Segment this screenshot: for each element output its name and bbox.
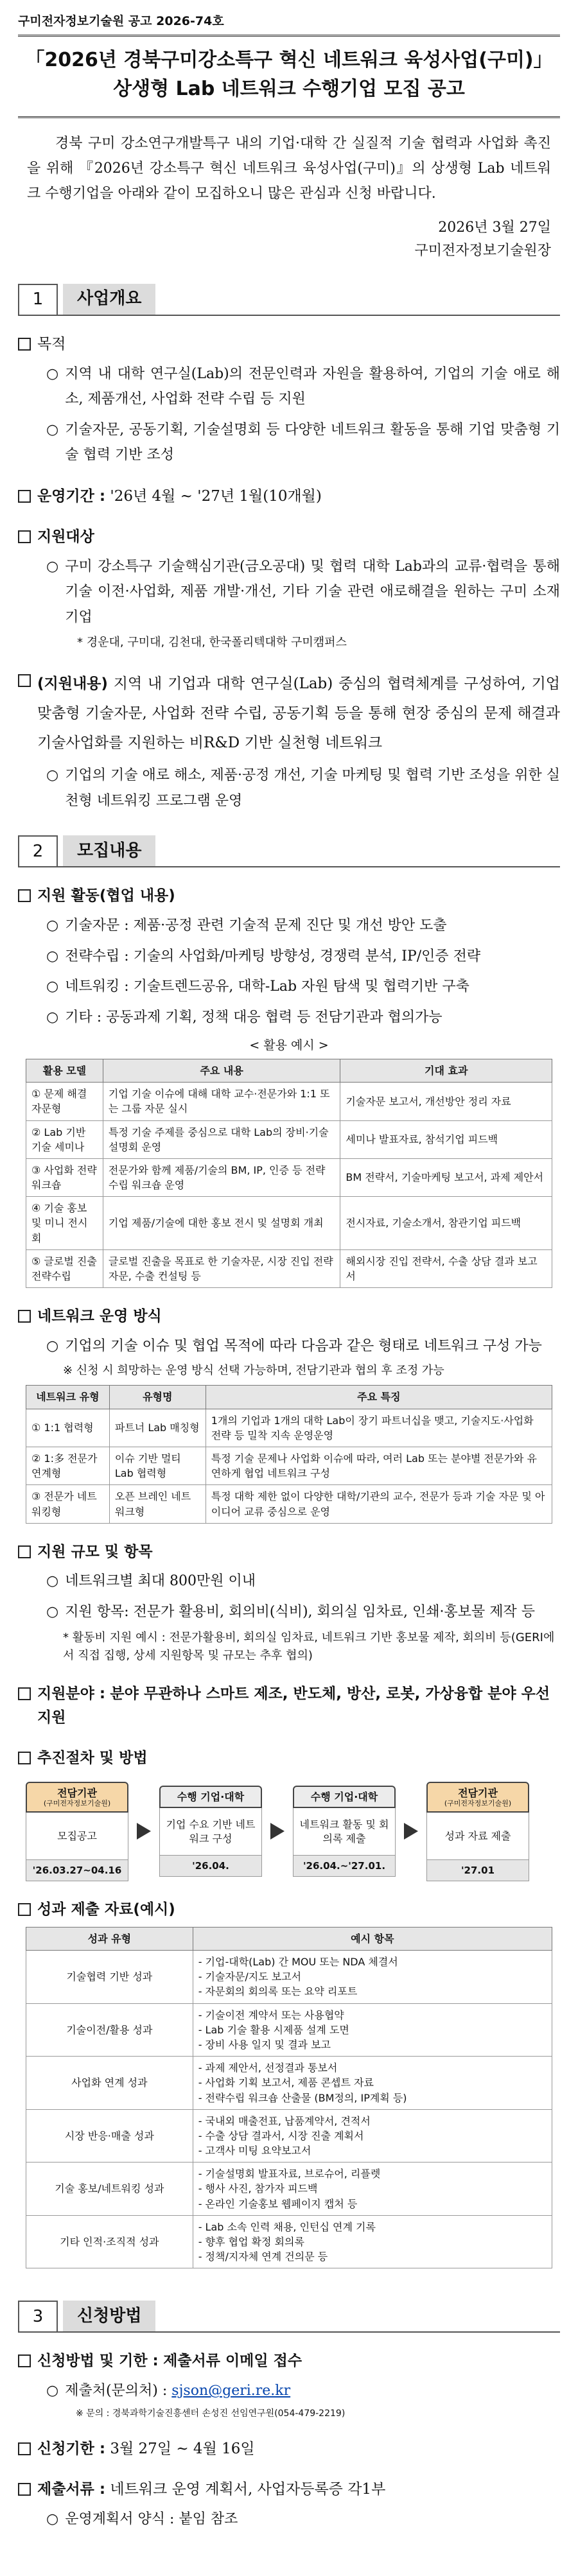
table-cell: 전시자료, 기술소개서, 참관기업 피드백 (340, 1197, 552, 1250)
checkbox-icon (18, 2442, 31, 2455)
circle-bullet-icon: ○ (46, 2383, 59, 2399)
table-cell: BM 전략서, 기술마케팅 보고서, 과제 제안서 (340, 1158, 552, 1196)
purpose-heading (18, 333, 560, 356)
circle-bullet-icon: ○ (46, 948, 59, 964)
target-label: 지원대상 (37, 528, 94, 545)
checkbox-icon (18, 1752, 31, 1764)
section-3-header (18, 2301, 560, 2333)
target-heading (18, 525, 560, 549)
table-cell: 기술자문 보고서, 개선방안 정리 자료 (340, 1083, 552, 1120)
table-header-cell: 유형명 (109, 1386, 206, 1409)
table-cell: ③ 전문가 네트워킹형 (26, 1485, 110, 1523)
field-value: 분야 무관하나 스마트 제조, 반도체, 방산, 로봇, 가상융합 분야 우선 지원 (37, 1685, 550, 1727)
checkbox-icon (18, 490, 31, 503)
submit-note: ※ 문의 : 경북과학기술진흥센터 손성진 선임연구원(054-479-2219) (76, 2408, 346, 2419)
procedure-step (293, 1786, 396, 1877)
lab-network-label: (지원내용) (37, 675, 108, 693)
method-heading (18, 2349, 560, 2373)
title-line-1: 「2026년 경북구미강소특구 혁신 네트워크 육성사업(구미)」 (25, 49, 553, 71)
period-value: '26년 4월 ~ '27년 1월(10개월) (110, 488, 322, 505)
table-header-cell: 기대 효과 (340, 1059, 552, 1082)
scale-heading (18, 1540, 560, 1564)
table-row (26, 2163, 552, 2216)
table-cell: ① 1:1 협력형 (26, 1409, 110, 1447)
procedure-step (159, 1786, 262, 1877)
table-cell: ② 1:多 전문가 연계형 (26, 1447, 110, 1484)
table-cell: 글로벌 진출을 목표로 한 기술자문, 시장 진입 전략 자문, 수출 컨설팅 등 (103, 1249, 340, 1287)
lab-network-heading (18, 669, 560, 758)
operation-note: ※ 신청 시 희망하는 운영 방식 선택 가능하며, 전담기관과 협의 후 조정 가능 (63, 1363, 444, 1377)
table-cell: ⑤ 글로벌 진출 전략수립 (26, 1249, 103, 1287)
table-cell: 기술협력 기반 성과 (26, 1951, 193, 2004)
result-table (26, 1927, 552, 2269)
table-cell: 기술이전/활용 성과 (26, 2003, 193, 2057)
target-note: * 경운대, 구미대, 김천대, 한국폴리텍대학 구미캠퍼스 (77, 636, 347, 650)
result-label: 성과 제출 자료(예시) (37, 1901, 175, 1919)
activity-item: ○ 전략수립 : 기술의 사업화/마케팅 방향성, 경쟁력 분석, IP/인증 전략 (46, 944, 560, 970)
table-cell: - Lab 소속 인력 채용, 인턴십 연계 기록 - 향후 협업 확정 회의록 - 정책/지자체 연계 건의문 등 (193, 2215, 552, 2268)
operation-item: ○ 기업의 기술 이슈 및 협업 목적에 따라 다음과 같은 형태로 네트워크 구성 가능 (46, 1334, 560, 1359)
table-cell: 파트너 Lab 매칭형 (109, 1409, 206, 1447)
period-heading (18, 485, 560, 509)
table-row (26, 1158, 552, 1196)
table-cell: 특정 기술 주제를 중심으로 대학 Lab의 장비·기술 설명회 운영 (103, 1120, 340, 1158)
submit-label: 제출처(문의처) : (65, 2383, 168, 2399)
section-1-title: 사업개요 (63, 284, 155, 315)
field-heading (18, 1682, 560, 1730)
table-cell: 오픈 브레인 네트워크형 (109, 1485, 206, 1523)
step-body: 성과 자료 제출 (426, 1813, 529, 1860)
purpose-label: 목적 (37, 335, 66, 352)
lab-network-item: ○ 기업의 기술 애로 해소, 제품·공정 개선, 기술 마케팅 및 협력 기반 조성을 위한 실천형 네트워킹 프로그램 운영 (46, 763, 560, 814)
step-body: 네트워크 활동 및 회의록 제출 (293, 1808, 396, 1856)
document-number: 구미전자정보기술원 공고 2026-74호 (18, 14, 224, 28)
checkbox-icon (18, 2483, 31, 2496)
section-2-title: 모집내용 (63, 835, 155, 866)
checkbox-icon (18, 889, 31, 902)
table-row (26, 1409, 552, 1447)
table-row (26, 2215, 552, 2268)
table-cell: 해외시장 진입 전략서, 수출 상담 결과 보고서 (340, 1249, 552, 1287)
table-cell: ② Lab 기반 기술 세미나 (26, 1120, 103, 1158)
table-header-row (26, 1927, 552, 1950)
docs-heading (18, 2478, 560, 2502)
circle-bullet-icon: ○ (46, 1337, 59, 1354)
circle-bullet-icon: ○ (46, 2511, 59, 2527)
table-row (26, 1951, 552, 2004)
step-head: 전담기관 (구미전자정보기술원) (426, 1782, 529, 1813)
deadline-value: 3월 27일 ~ 4월 16일 (110, 2441, 255, 2458)
step-head: 수행 기업·대학 (159, 1786, 262, 1808)
procedure-step (426, 1782, 529, 1881)
circle-bullet-icon: ○ (46, 1009, 59, 1025)
submit-item (46, 2378, 560, 2404)
checkbox-icon (18, 1310, 31, 1323)
table-header-cell: 네트워크 유형 (26, 1386, 110, 1409)
table-cell: 기업 제품/기술에 대한 홍보 전시 및 설명회 개최 (103, 1197, 340, 1250)
example-table-caption: < 활용 예시 > (249, 1038, 329, 1052)
table-cell: 세미나 발표자료, 참석기업 피드백 (340, 1120, 552, 1158)
target-item: ○ 구미 강소특구 기술핵심기관(금오공대) 및 협력 대학 Lab과의 교류·협력을 통해 기술 이전·사업화, 제품 개발·개선, 기타 기술 관련 애로해결을 원하는 구미 소재 기업 (46, 554, 560, 631)
table-cell: 전문가와 함께 제품/기술의 BM, IP, 인증 등 전략 수립 워크숍 운영 (103, 1158, 340, 1196)
table-cell: - 기술이전 계약서 또는 사용협약 - Lab 기술 활용 시제품 설계 도면 - 장비 사용 일지 및 결과 보고 (193, 2003, 552, 2057)
table-row (26, 1083, 552, 1120)
deadline-heading (18, 2437, 560, 2461)
table-cell: ③ 사업화 전략 워크숍 (26, 1158, 103, 1196)
table-cell: 특정 대학 제한 없이 다양한 대학/기관의 교수, 전문가 등과 기술 자문 및 아이디어 교류 중심으로 운영 (206, 1485, 552, 1523)
operation-label: 네트워크 운영 방식 (37, 1308, 162, 1325)
scale-note: * 활동비 지원 예시 : 전문가활용비, 회의실 임차료, 네트워크 기반 홍보물 제작, 회의비 등(GERI에서 직접 집행, 상세 지원항목 및 규모는 추후 협의) (63, 1630, 555, 1663)
checkbox-icon (18, 2354, 31, 2367)
page-title (18, 37, 560, 114)
circle-bullet-icon: ○ (46, 1604, 59, 1621)
table-cell: - 기업-대학(Lab) 간 MOU 또는 NDA 체결서 - 기술자문/지도 보고서 - 자문회의 회의록 또는 요약 리포트 (193, 1951, 552, 2004)
table-header-row (26, 1386, 552, 1409)
table-row (26, 1485, 552, 1523)
docs-label: 제출서류 : (37, 2480, 106, 2498)
circle-bullet-icon: ○ (46, 918, 59, 934)
step-body: 기업 수요 기반 네트워크 구성 (159, 1808, 262, 1856)
step-date: '26.03.27~04.16 (26, 1860, 128, 1881)
step-date: '26.04.~'27.01. (293, 1856, 396, 1877)
checkbox-icon (18, 674, 31, 687)
step-date: '26.04. (159, 1856, 262, 1877)
activity-label: 지원 활동(협업 내용) (37, 887, 175, 905)
table-header-cell: 예시 항목 (193, 1927, 552, 1950)
table-header-cell: 주요 내용 (103, 1059, 340, 1082)
step-head: 수행 기업·대학 (293, 1786, 396, 1808)
field-label: 지원분야 : (37, 1685, 106, 1703)
deadline-label: 신청기한 : (37, 2441, 106, 2458)
title-line-2: 상생형 Lab 네트워크 수행기업 모집 공고 (113, 78, 465, 100)
step-body: 모집공고 (26, 1813, 128, 1860)
submit-email-link[interactable]: sjson@geri.re.kr (171, 2383, 291, 2399)
network-type-table (26, 1385, 552, 1523)
section-1-number: 1 (18, 284, 58, 315)
scale-label: 지원 규모 및 항목 (37, 1543, 153, 1560)
table-cell: ① 문제 해결 자문형 (26, 1083, 103, 1120)
period-label: 운영기간 : (37, 488, 106, 505)
lab-network-body: 지역 내 기업과 대학 연구실(Lab) 중심의 협력체계를 구성하여, 기업 맞춤형 기술자문, 사업화 전략 수립, 공동기획 등을 통해 현장 중심의 문제 해결과 기술사업화를 지원하는 비R&D 기반 실천형 네트워크 (37, 675, 561, 752)
circle-bullet-icon: ○ (46, 767, 59, 784)
step-head: 전담기관 (구미전자정보기술원) (26, 1782, 128, 1813)
checkbox-icon (18, 530, 31, 543)
procedure-heading (18, 1746, 560, 1770)
activity-item: ○ 기술자문 : 제품·공정 관련 기술적 문제 진단 및 개선 방안 도출 (46, 913, 560, 939)
table-row (26, 1120, 552, 1158)
section-1-header (18, 284, 560, 316)
circle-bullet-icon: ○ (46, 421, 59, 438)
table-cell: 이슈 기반 멀티 Lab 협력형 (109, 1447, 206, 1484)
section-2-header (18, 835, 560, 867)
table-row (26, 2003, 552, 2057)
arrow-right-icon (396, 1822, 426, 1841)
table-cell: - 국내외 매출전표, 납품계약서, 견적서 - 수출 상담 결과서, 시장 진출 계획서 - 고객사 미팅 요약보고서 (193, 2109, 552, 2163)
table-cell: 기술 홍보/네트워킹 성과 (26, 2163, 193, 2216)
result-heading (18, 1898, 560, 1922)
operation-heading (18, 1305, 560, 1328)
table-cell: 기타 인적·조직적 성과 (26, 2215, 193, 2268)
section-3-number: 3 (18, 2301, 58, 2331)
section-3-title: 신청방법 (63, 2301, 155, 2331)
circle-bullet-icon: ○ (46, 365, 59, 382)
checkbox-icon (18, 338, 31, 351)
table-cell: - 과제 제안서, 선정결과 통보서 - 사업화 기획 보고서, 제품 콘셉트 자료 - 전략수립 워크숍 산출물 (BM정의, IP계획 등) (193, 2057, 552, 2110)
table-cell: 기업 기술 이슈에 대해 대학 교수·전문가와 1:1 또는 그룹 자문 실시 (103, 1083, 340, 1120)
activity-item: ○ 네트워킹 : 기술트렌드공유, 대학-Lab 자원 탐색 및 협력기반 구축 (46, 974, 560, 1000)
scale-item: ○ 네트워크별 최대 800만원 이내 (46, 1569, 560, 1594)
purpose-item: ○ 지역 내 대학 연구실(Lab)의 전문인력과 자원을 활용하여, 기업의 기술 애로 해소, 제품개선, 사업화 전략 수립 등 지원 (46, 361, 560, 412)
intro-paragraph: 경북 구미 강소연구개발특구 내의 기업·대학 간 실질적 기술 협력과 사업화 촉진을 위해 『2026년 강소특구 혁신 네트워크 육성사업(구미)』의 상생형 Lab 네트워크 수행기업을 아래와 같이 모집하오니 많은 관심과 신청 바랍니다. (27, 135, 551, 202)
table-cell: 1개의 기업과 1개의 대학 Lab이 장기 파트너십을 맺고, 기술지도·사업화 전략 등 밀착 지속 운영운영 (206, 1409, 552, 1447)
table-header-cell: 성과 유형 (26, 1927, 193, 1950)
table-row (26, 1249, 552, 1287)
procedure-step (26, 1782, 128, 1881)
activity-heading (18, 884, 560, 908)
purpose-item: ○ 기술자문, 공동기획, 기술설명회 등 다양한 네트워크 활동을 통해 기업 맞춤형 기술 협력 기반 조성 (46, 417, 560, 468)
docs-item: ○ 운영계획서 양식 : 붙임 참조 (46, 2507, 560, 2532)
method-label: 신청방법 및 기한 : (37, 2353, 159, 2370)
announcement-date: 2026년 3월 27일 (438, 220, 551, 236)
circle-bullet-icon: ○ (46, 1573, 59, 1590)
procedure-label: 추진절차 및 방법 (37, 1749, 148, 1766)
table-row (26, 1447, 552, 1484)
section-2-number: 2 (18, 835, 58, 866)
checkbox-icon (18, 1545, 31, 1558)
activity-item: ○ 기타 : 공동과제 기획, 정책 대응 협력 등 전담기관과 협의가능 (46, 1005, 560, 1031)
checkbox-icon (18, 1687, 31, 1700)
table-cell: 사업화 연계 성과 (26, 2057, 193, 2110)
example-table (26, 1059, 552, 1288)
procedure-flow (26, 1782, 560, 1881)
docs-value: 네트워크 운영 계획서, 사업자등록증 각1부 (110, 2480, 386, 2498)
table-header-cell: 활용 모델 (26, 1059, 103, 1082)
table-cell: 특정 기술 문제나 사업화 이슈에 따라, 여러 Lab 또는 분야별 전문가와 유연하게 협업 네트워크 구성 (206, 1447, 552, 1484)
table-cell: 시장 반응·매출 성과 (26, 2109, 193, 2163)
arrow-right-icon (128, 1822, 159, 1841)
circle-bullet-icon: ○ (46, 979, 59, 995)
scale-item: ○ 지원 항목: 전문가 활용비, 회의비(식비), 회의실 임차료, 인쇄·홍보물 제작 등 (46, 1599, 560, 1625)
table-header-cell: 주요 특징 (206, 1386, 552, 1409)
table-row (26, 1197, 552, 1250)
issuing-organization: 구미전자정보기술원장 (414, 242, 551, 259)
step-date: '27.01 (426, 1860, 529, 1881)
arrow-right-icon (262, 1822, 293, 1841)
checkbox-icon (18, 1903, 31, 1916)
method-value: 제출서류 이메일 접수 (163, 2353, 302, 2370)
table-row (26, 2057, 552, 2110)
circle-bullet-icon: ○ (46, 558, 59, 575)
table-cell: - 기술설명회 발표자료, 브로슈어, 리플렛 - 행사 사진, 참가자 피드백 - 온라인 기술홍보 웹페이지 캡처 등 (193, 2163, 552, 2216)
table-cell: ④ 기술 홍보 및 미니 전시회 (26, 1197, 103, 1250)
table-header-row (26, 1059, 552, 1082)
table-row (26, 2109, 552, 2163)
